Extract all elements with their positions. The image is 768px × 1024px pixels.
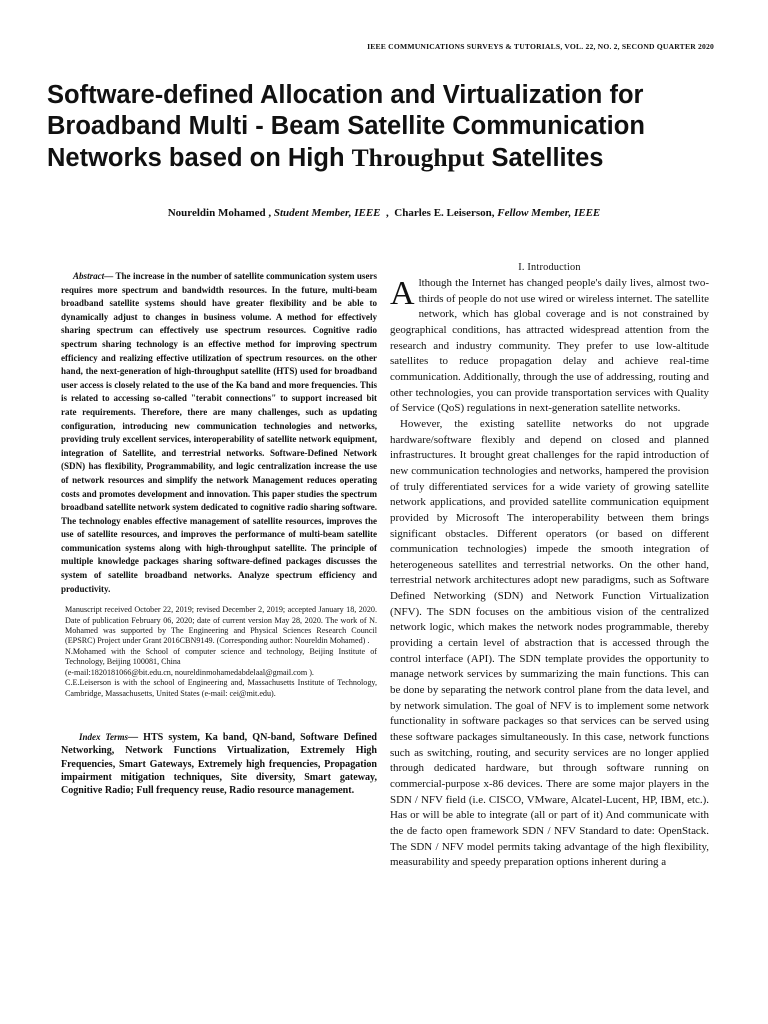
index-terms-text: — HTS system, Ka band, QN-band, Software Defined Networking, Network Functions Virtualization, Extremely High Frequencies, Smart Gateways, Extremely high frequencies, Propagation impairment mitigation techniques, Site diversity, Smart gateway, Cognitive Radio; Full frequency reuse, Radio resource management. [61,731,377,797]
index-terms-lead: Index Terms [79,731,129,742]
intro-paragraph-1 [390,276,709,417]
left-column [61,270,377,797]
footnote-manuscript: Manuscript received October 22, 2019; revised December 2, 2019; accepted January 18, 2020. Date of publication February 06, 2020; date of current version May 28, 2020. The work of N. Mohamed was supported by The Engineering and Physical Sciences Research Council (EPSRC) Project under Grant 2016CBN9149. (Corresponding author: Noureldin Mohamed) . [65,605,377,646]
manuscript-footnote [61,605,377,699]
journal-header: IEEE COMMUNICATIONS SURVEYS & TUTORIALS, VOL. 22, NO. 2, SECOND QUARTER 2020 [367,42,714,51]
title-part-1: Software-defined Allocation and Virtualization for Broadband Multi - Beam Satellite Communication Networks based on High [47,81,645,172]
author-1-name: Noureldin Mohamed [167,207,266,219]
footnote-affiliation-2: C.E.Leiserson is with the school of Engineering and, Massachusetts Institute of Technology, Cambridge, Massachusetts, United States (e-mail: cei@mit.edu). [65,678,377,698]
author-1-role: Student Member, IEEE [273,207,381,219]
abstract-lead: Abstract [73,271,105,281]
title-part-2: Throughput [351,143,485,172]
intro-paragraph-2: However, the existing satellite networks do not upgrade hardware/software flexibly and depend on closed and planned infrastructures. It brought great challenges for the rapid introduction of new communication technologies and networks, hampered the provision of truly differentiated services for a wide variety of growing satellite network applications, and provided satellite communication equipment provided by Microsoft The interoperability between them brings significant obstacles. Different operators (or based on different communication technologies) impede the smooth integration of heterogeneous satellites and terrestrial networks. On the other hand, terrestrial network architectures adopt new paradigms, such as Software Defined Networking (SDN) and Network Function Virtualization (NFV). The SDN focuses on the ambitious vision of the centralized network logic, which makes the network nodes programmable, thereby providing a certain level of abstraction that is accessed through the control interface (API). The SDN template provides the opportunity to manage network services by summarizing the main functions. This can be done by separating the network control plane from the data level, and by network simulation. The goal of NFV is to implement some network functionality in software packages so that services can be served using these software packages simultaneously. In this case, network functions such as switching, routing, and security services are no longer applied through dedicated hardware, but through software running on commercial-purpose x-86 devices. There are some major players in the SDN / NFV field (i.e. CISCO, VMware, Alcatel-Lucent, HP, IBM, etc.). Has or will be able to integrate (all or part of it) And communicate with the de facto open framework SDN / NFV Standard to date: OpenStack. The SDN / NFV model permits taking advantage of the high flexibility, measurability and speedy preparation options inherent during a [390,417,709,869]
author-line: Noureldin Mohamed , Student Member, IEEE , Charles E. Leiserson, Fellow Member, IEEE [167,207,601,219]
paper-title [47,80,737,174]
abstract [61,270,377,596]
author-separator: , [386,207,389,219]
right-column [390,262,709,871]
abstract-text: — The increase in the number of satellite communication system users requires more spectrum and bandwidth resources. In the future, multi-beam broadband satellite systems should have greater flexibility and be able to dynamically adjust to changes in business volume. A method for effectively sharing spectrum can effectively use spectrum resources. Cognitive radio spectrum sharing technology is an effective method for improving spectrum efficiency and realizing effective utilization of spectrum resources. on the other hand, the next-generation of high-throughput satellite (HTS) used for broadband user access is closely related to the use of the Ka band and more frequencies. This is related to accessing so-called "terabit connections" to support increased bit rate requirements. Therefore, there are many challenges, such as updating configuration, introducing new communication technologies and networks, providing truly excellent services, interoperability of satellite network equipment, integration of Satellite, and terrestrial networks. Software-Defined Network (SDN) has flexibility, Programmability, and logic centralization increase the use of network resources and simplify the network Management reduces operating costs and promotes development and innovation. This paper studies the spectrum broadband satellite network system dedicated to cognitive radio sharing software. The technology enables effective management of satellite resources, improves the use of satellite resources, and improves the performance of multi-beam satellite communication systems along with high-throughput satellite. The principle of multiple knowledge packages sharing software-defined packages discusses the system of satellite broadband networks. Analyze spectrum efficiency and productivity. [61,271,377,594]
author-2-name: Charles E. Leiserson, [394,207,495,219]
intro-paragraph-1-text: lthough the Internet has changed people's daily lives, almost two-thirds of people do not use wired or wireless internet. The satellite network, which has global coverage and is not constrained by geographical conditions, has attracted widespread attention from the research and industry community. They prefer to use low-altitude satellites to reduce propagation delay and achieve real-time communication. Additionally, through the use of addressing, routing and other technologies, you can provide transportation services with Quality of Service (QoS) regulations in next-generation satellite networks. [390,277,709,415]
footnote-affiliation-1: N.Mohamed with the School of computer science and technology, Beijing Institute of Technology, Beijing 100081, China [65,646,377,667]
author-2-role: Fellow Member, IEEE [497,207,601,219]
drop-cap: A [390,275,415,312]
title-part-3: Satellites [491,144,604,172]
index-terms [61,731,377,797]
footnote-email-1: (e-mail:1820181066@bit.edu.cn, noureldinmohamedabdelaal@gmail.com ). [65,667,314,677]
section-heading-introduction: I. Introduction [518,262,581,273]
